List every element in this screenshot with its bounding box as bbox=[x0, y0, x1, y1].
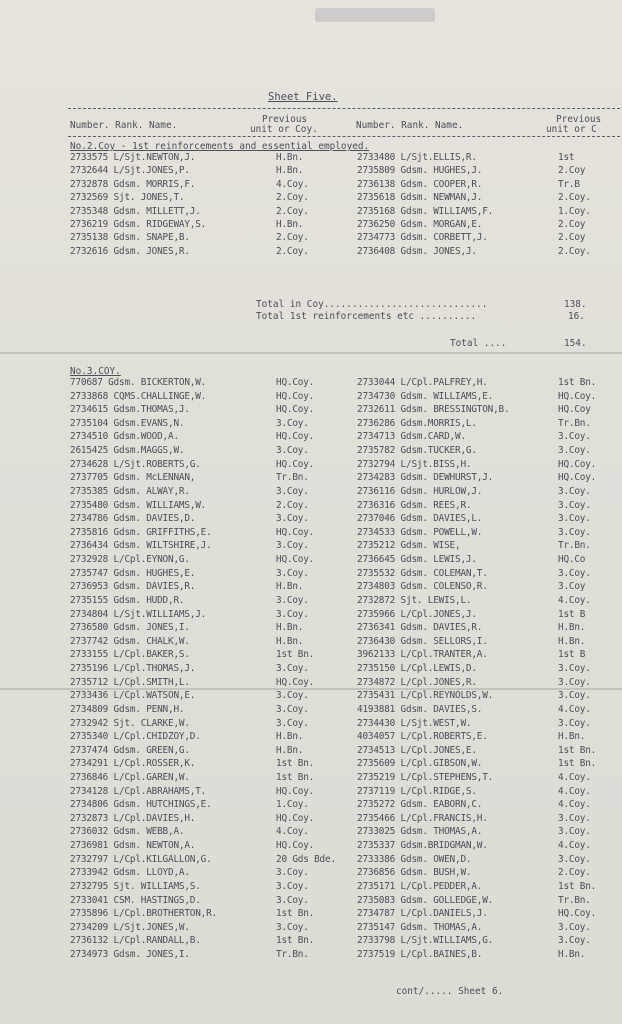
roll-entry: 2733041 CSM. HASTINGS,D. bbox=[70, 894, 201, 906]
roll-entry: 2733025 Gdsm. THOMAS,A. bbox=[357, 826, 483, 838]
roll-entry: 2737474 Gdsm. GREEN,G. bbox=[70, 744, 190, 756]
roll-entry: 2736856 Gdsm. BUSH,W. bbox=[357, 867, 472, 879]
roll-entry: 2735155 Gdsm. HUDD,R. bbox=[70, 594, 185, 606]
roll-entry: 2733386 Gdsm. OWEN,D. bbox=[357, 853, 472, 865]
roll-entry: 2734510 Gdsm.WOOD,A. bbox=[70, 431, 179, 443]
roll-entry: 2736316 Gdsm. REES,R. bbox=[357, 499, 472, 511]
roll-entry: 2734713 Gdsm.CARD,W. bbox=[357, 431, 466, 443]
previous-unit: 3.Coy. bbox=[558, 853, 591, 865]
previous-unit: Tr.Bn. bbox=[558, 540, 591, 552]
section-title-no2-coy: No.2.Coy - 1st reinforcements and essential employed. bbox=[70, 141, 370, 152]
roll-entry: 2732928 L/Cpl.EYNON,G. bbox=[70, 554, 190, 566]
paper-fold bbox=[0, 352, 622, 354]
roll-entry: 2735337 Gdsm.BRIDGMAN,W. bbox=[357, 840, 488, 852]
roll-entry: 2734809 Gdsm. PENN,H. bbox=[70, 703, 185, 715]
roll-entry: 2734773 Gdsm. CORBETT,J. bbox=[357, 232, 488, 244]
roll-entry: 2732942 Sjt. CLARKE,W. bbox=[70, 717, 190, 729]
roll-entry: 2734209 L/Sjt.JONES,W. bbox=[70, 921, 190, 933]
roll-entry: 2732569 Sjt. JONES,T. bbox=[70, 192, 185, 204]
previous-unit: 3.Coy. bbox=[558, 826, 591, 838]
previous-unit: 3.Coy. bbox=[276, 608, 309, 620]
previous-unit: 3.Coy. bbox=[558, 431, 591, 443]
roll-entry: 2734128 L/Cpl.ABRAHAMS,T. bbox=[70, 785, 207, 797]
previous-unit: 2.Coy bbox=[558, 165, 586, 177]
previous-unit: HQ.Coy bbox=[558, 404, 591, 416]
roll-entry: 2735480 Gdsm. WILLIAMS,W. bbox=[70, 499, 207, 511]
previous-unit: H.Bn. bbox=[558, 949, 586, 961]
roll-entry: 2735431 L/Cpl.REYNOLDS,W. bbox=[357, 690, 494, 702]
roll-entry: 2736116 Gdsm. HURLOW,J. bbox=[357, 485, 483, 497]
roll-entry: 2735147 Gdsm. THOMAS,A. bbox=[357, 921, 483, 933]
previous-unit: 4.Coy. bbox=[558, 771, 591, 783]
previous-unit: 1st Bn. bbox=[276, 908, 315, 920]
roll-entry: 2736032 Gdsm. WEBB,A. bbox=[70, 826, 185, 838]
roll-entry: 2737046 Gdsm. DAVIES,L. bbox=[357, 513, 483, 525]
roll-entry: 2732616 Gdsm. JONES,R. bbox=[70, 245, 190, 257]
previous-unit: 4.Coy. bbox=[276, 178, 309, 190]
roll-entry: 2735171 L/Cpl.PEDDER,A. bbox=[357, 880, 483, 892]
previous-unit: H.Bn. bbox=[276, 581, 304, 593]
previous-unit: HQ.Coy. bbox=[276, 554, 315, 566]
roll-entry: 2736580 Gdsm. JONES,I. bbox=[70, 622, 190, 634]
roll-entry: 2733044 L/Cpl.PALFREY,H. bbox=[357, 377, 488, 388]
previous-unit: HQ.Coy. bbox=[276, 390, 315, 402]
previous-unit: 2.Coy. bbox=[558, 245, 591, 257]
roll-entry: 2734513 L/Cpl.JONES,E. bbox=[357, 744, 477, 756]
roll-entry: 2735083 Gdsm. GOLLEDGE,W. bbox=[357, 894, 494, 906]
previous-unit: H.Bn. bbox=[276, 744, 304, 756]
roll-entry: 2736408 Gdsm. JONES,J. bbox=[357, 245, 477, 257]
roll-entry: 2737119 L/Cpl.RIDGE,S. bbox=[357, 785, 477, 797]
grand-total-value: 154. bbox=[564, 338, 587, 349]
roll-entry: 2735532 Gdsm. COLEMAN,T. bbox=[357, 567, 488, 579]
roll-entry: 3962133 L/Cpl.TRANTER,A. bbox=[357, 649, 488, 661]
roll-entry: 2736286 Gdsm.MORRIS,L. bbox=[357, 417, 477, 429]
roll-entry: 2737519 L/Cpl.BAINES,B. bbox=[357, 949, 483, 961]
previous-unit: 3.Coy. bbox=[558, 663, 591, 675]
previous-unit: HQ.Coy. bbox=[558, 458, 597, 470]
previous-unit: H.Bn. bbox=[558, 731, 586, 743]
previous-unit: H.Bn. bbox=[276, 152, 304, 163]
previous-unit: 2.Coy. bbox=[276, 192, 309, 204]
previous-unit: 3.Coy. bbox=[558, 567, 591, 579]
previous-unit: Tr.Bn. bbox=[276, 949, 309, 961]
roll-entry: 2734283 Gdsm. DEWHURST,J. bbox=[357, 472, 494, 484]
previous-unit: 3.Coy. bbox=[276, 880, 309, 892]
previous-unit: 2.Coy. bbox=[276, 232, 309, 244]
previous-unit: 3.Coy. bbox=[558, 676, 591, 688]
previous-unit: Tr.Bn. bbox=[558, 894, 591, 906]
roll-entry: 2733868 CQMS.CHALLINGE,W. bbox=[70, 390, 207, 402]
previous-unit: 1st bbox=[558, 152, 575, 163]
left-previous-header-2: unit or Coy. bbox=[250, 124, 318, 135]
previous-unit: 3.Coy. bbox=[276, 417, 309, 429]
roll-entry: 2733798 L/Sjt.WILLIAMS,G. bbox=[357, 935, 494, 947]
previous-unit: 2.Coy bbox=[558, 232, 586, 244]
roll-entry: 2736434 Gdsm. WILTSHIRE,J. bbox=[70, 540, 212, 552]
previous-unit: 3.Coy. bbox=[558, 499, 591, 511]
previous-unit: 3.Coy. bbox=[276, 445, 309, 457]
previous-unit: HQ.Coy. bbox=[276, 431, 315, 443]
previous-unit: 3.Coy. bbox=[276, 703, 309, 715]
previous-unit: 3.Coy. bbox=[276, 594, 309, 606]
roll-entry: 2735609 L/Cpl.GIBSON,W. bbox=[357, 758, 483, 770]
roll-entry: 2735219 L/Cpl.STEPHENS,T. bbox=[357, 771, 494, 783]
total-in-coy-label: Total in Coy............................. bbox=[256, 299, 488, 310]
previous-unit: H.Bn. bbox=[276, 219, 304, 230]
previous-unit: 3.Coy. bbox=[276, 663, 309, 675]
previous-unit: HQ.Coy. bbox=[276, 458, 315, 470]
roll-entry: 2736219 Gdsm. RIDGEWAY,S. bbox=[70, 219, 207, 230]
roll-entry: 2733155 L/Cpl.BAKER,S. bbox=[70, 649, 190, 661]
previous-unit: H.Bn. bbox=[276, 635, 304, 647]
previous-unit: 4.Coy. bbox=[558, 840, 591, 852]
previous-unit: HQ.Coy. bbox=[276, 840, 315, 852]
previous-unit: 3.Coy. bbox=[558, 921, 591, 933]
previous-unit: 3.Coy. bbox=[276, 717, 309, 729]
previous-unit: 1st Bn. bbox=[558, 744, 597, 756]
roll-entry: 2734973 Gdsm. JONES,I. bbox=[70, 949, 190, 961]
previous-unit: Tr.Bn. bbox=[558, 417, 591, 429]
roll-entry: 2735340 L/Cpl.CHIDZOY,D. bbox=[70, 731, 201, 743]
roll-entry: 2735150 L/Cpl.LEWIS,D. bbox=[357, 663, 477, 675]
header-rule-bottom bbox=[68, 136, 620, 137]
previous-unit: 4.Coy. bbox=[558, 785, 591, 797]
header-rule-top bbox=[68, 108, 620, 109]
previous-unit: 1.Coy. bbox=[276, 799, 309, 811]
previous-unit: 1st Bn. bbox=[276, 649, 315, 661]
roll-entry: 2733480 L/Sjt.ELLIS,R. bbox=[357, 152, 477, 163]
roll-entry: 2732794 L/Sjt.BISS,H. bbox=[357, 458, 472, 470]
roll-entry: 2735196 L/Cpl.THOMAS,J. bbox=[70, 663, 196, 675]
previous-unit: 1st Bn. bbox=[558, 758, 597, 770]
previous-unit: Tr.Bn. bbox=[276, 472, 309, 484]
previous-unit: 3.Coy. bbox=[276, 894, 309, 906]
previous-unit: HQ.Coy. bbox=[558, 908, 597, 920]
previous-unit: 3.Coy. bbox=[558, 812, 591, 824]
roll-entry: 2736953 Gdsm. DAVIES,R. bbox=[70, 581, 196, 593]
total-reinforcements-label: Total 1st reinforcements etc .......... bbox=[256, 311, 477, 322]
roll-entry: 2733436 L/Cpl.WATSON,E. bbox=[70, 690, 196, 702]
previous-unit: 4.Coy. bbox=[558, 594, 591, 606]
previous-unit: HQ.Coy. bbox=[558, 472, 597, 484]
roll-entry: 2736250 Gdsm. MORGAN,E. bbox=[357, 219, 483, 230]
roll-entry: 2615425 Gdsm.MAGGS,W. bbox=[70, 445, 185, 457]
continuation-note: cont/..... Sheet 6. bbox=[396, 986, 504, 997]
roll-entry: 2736981 Gdsm. NEWTON,A. bbox=[70, 840, 196, 852]
right-previous-header: Previous bbox=[556, 114, 602, 125]
previous-unit: H.Bn. bbox=[276, 731, 304, 743]
ink-smudge bbox=[315, 8, 435, 22]
roll-entry: 2735809 Gdsm. HUGHES,J. bbox=[357, 165, 483, 177]
total-in-coy-value: 138. bbox=[564, 299, 587, 310]
previous-unit: Tr.B bbox=[558, 178, 580, 190]
previous-unit: 3.Coy bbox=[558, 581, 586, 593]
previous-unit: 3.Coy. bbox=[558, 526, 591, 538]
previous-unit: HQ.Co bbox=[558, 554, 586, 566]
roll-entry: 2735272 Gdsm. EABORN,C. bbox=[357, 799, 483, 811]
roll-entry: 2735747 Gdsm. HUGHES,E. bbox=[70, 567, 196, 579]
roll-entry: 2734787 L/Cpl.DANIELS,J. bbox=[357, 908, 488, 920]
previous-unit: 3.Coy. bbox=[276, 540, 309, 552]
previous-unit: HQ.Coy. bbox=[276, 785, 315, 797]
previous-unit: 1st Bn. bbox=[276, 935, 315, 947]
previous-unit: 1st B bbox=[558, 649, 586, 661]
section-title-no3-coy: No.3.COY. bbox=[70, 366, 121, 377]
roll-entry: 2734804 L/Sjt.WILLIAMS,J. bbox=[70, 608, 207, 620]
roll-entry: 2732611 Gdsm. BRESSINGTON,B. bbox=[357, 404, 510, 416]
previous-unit: 1st Bn. bbox=[558, 880, 597, 892]
right-number-header: Number. Rank. Name. bbox=[356, 120, 464, 131]
roll-entry: 2732795 Sjt. WILLIAMS,S. bbox=[70, 880, 201, 892]
previous-unit: H.Bn. bbox=[558, 635, 586, 647]
roll-entry: 2736430 Gdsm. SELLORS,I. bbox=[357, 635, 488, 647]
roll-entry: 2734291 L/Cpl.ROSSER,K. bbox=[70, 758, 196, 770]
roll-entry: 2734730 Gdsm. WILLIAMS,E. bbox=[357, 390, 494, 402]
roll-entry: 2735618 Gdsm. NEWMAN,J. bbox=[357, 192, 483, 204]
left-number-header: Number. Rank. Name. bbox=[70, 120, 178, 131]
roll-entry: 2734628 L/Sjt.ROBERTS,G. bbox=[70, 458, 201, 470]
previous-unit: 3.Coy. bbox=[276, 690, 309, 702]
previous-unit: H.Bn. bbox=[276, 622, 304, 634]
previous-unit: 1st Bn. bbox=[276, 758, 315, 770]
roll-entry: 2735348 Gdsm. MILLETT,J. bbox=[70, 205, 201, 217]
roll-entry: 2735966 L/Cpl.JONES,J. bbox=[357, 608, 477, 620]
previous-unit: H.Bn. bbox=[276, 165, 304, 177]
roll-entry: 2735168 Gdsm. WILLIAMS,F. bbox=[357, 205, 494, 217]
left-previous-header: Previous bbox=[262, 114, 308, 125]
previous-unit: 3.Coy. bbox=[558, 717, 591, 729]
previous-unit: 3.Coy. bbox=[276, 513, 309, 525]
previous-unit: 2.Coy. bbox=[276, 499, 309, 511]
previous-unit: HQ.Coy. bbox=[276, 812, 315, 824]
roll-entry: 2737742 Gdsm. CHALK,W. bbox=[70, 635, 190, 647]
roll-entry: 2732878 Gdsm. MORRIS,F. bbox=[70, 178, 196, 190]
roll-entry: 2733942 Gdsm. LLOYD,A. bbox=[70, 867, 190, 879]
roll-entry: 2734430 L/Sjt.WEST,W. bbox=[357, 717, 472, 729]
roll-entry: 2737705 Gdsm. McLENNAN, bbox=[70, 472, 196, 484]
roll-entry: 2734786 Gdsm. DAVIES,D. bbox=[70, 513, 196, 525]
roll-entry: 2736138 Gdsm. COOPER,R. bbox=[357, 178, 483, 190]
roll-entry: 4034057 L/Cpl.ROBERTS,E. bbox=[357, 731, 488, 743]
previous-unit: 3.Coy. bbox=[276, 867, 309, 879]
roll-entry: 2735212 Gdsm. WISE, bbox=[357, 540, 461, 552]
roll-entry: 2732872 Sjt. LEWIS,L. bbox=[357, 594, 472, 606]
previous-unit: 3.Coy. bbox=[558, 690, 591, 702]
roll-entry: 2735138 Gdsm. SNAPE,B. bbox=[70, 232, 190, 244]
previous-unit: HQ.Coy. bbox=[558, 390, 597, 402]
roll-entry: 2732797 L/Cpl.KILGALLON,G. bbox=[70, 853, 212, 865]
sheet-title: Sheet Five. bbox=[268, 91, 338, 103]
previous-unit: 4.Coy. bbox=[558, 799, 591, 811]
previous-unit: 2.Coy. bbox=[558, 867, 591, 879]
previous-unit: 3.Coy. bbox=[558, 513, 591, 525]
grand-total-label: Total .... bbox=[450, 338, 507, 349]
roll-entry: 770687 Gdsm. BICKERTON,W. bbox=[70, 377, 207, 388]
previous-unit: HQ.Coy. bbox=[276, 377, 315, 388]
right-previous-header-2: unit or C bbox=[546, 124, 597, 135]
previous-unit: 3.Coy. bbox=[276, 921, 309, 933]
roll-entry: 2735712 L/Cpl.SMITH,L. bbox=[70, 676, 190, 688]
roll-entry: 2735782 Gdsm.TUCKER,G. bbox=[357, 445, 477, 457]
previous-unit: 4.Coy. bbox=[558, 703, 591, 715]
roll-entry: 2735466 L/Cpl.FRANCIS,H. bbox=[357, 812, 488, 824]
previous-unit: 3.Coy. bbox=[276, 485, 309, 497]
roll-entry: 4193881 Gdsm. DAVIES,S. bbox=[357, 703, 483, 715]
roll-entry: 2733575 L/Sjt.NEWTON,J. bbox=[70, 152, 196, 163]
roll-entry: 2736846 L/Cpl.GAREN,W. bbox=[70, 771, 190, 783]
roll-entry: 2734803 Gdsm. COLENSO,R. bbox=[357, 581, 488, 593]
previous-unit: 2.Coy. bbox=[276, 245, 309, 257]
roll-entry: 2735816 Gdsm. GRIFFITHS,E. bbox=[70, 526, 212, 538]
previous-unit: HQ.Coy. bbox=[276, 526, 315, 538]
previous-unit: 4.Coy. bbox=[276, 826, 309, 838]
roll-entry: 2736341 Gdsm. DAVIES,R. bbox=[357, 622, 483, 634]
previous-unit: 1st Bn. bbox=[276, 771, 315, 783]
previous-unit: 2.Coy bbox=[558, 219, 586, 230]
roll-entry: 2735104 Gdsm.EVANS,N. bbox=[70, 417, 185, 429]
previous-unit: 3.Coy. bbox=[558, 935, 591, 947]
previous-unit: 20 Gds Bde. bbox=[276, 853, 336, 865]
previous-unit: HQ.Coy. bbox=[276, 404, 315, 416]
roll-entry: 2734615 Gdsm.THOMAS,J. bbox=[70, 404, 190, 416]
roll-entry: 2732873 L/Cpl.DAVIES,H. bbox=[70, 812, 196, 824]
previous-unit: 2.Coy. bbox=[276, 205, 309, 217]
previous-unit: 1.Coy. bbox=[558, 205, 591, 217]
roll-entry: 2736132 L/Cpl.RANDALL,B. bbox=[70, 935, 201, 947]
total-reinforcements-value: 16. bbox=[568, 311, 585, 322]
roll-entry: 2732644 L/Sjt.JONES,P. bbox=[70, 165, 190, 177]
roll-entry: 2734872 L/Cpl.JONES,R. bbox=[357, 676, 477, 688]
previous-unit: 3.Coy. bbox=[276, 567, 309, 579]
previous-unit: 3.Coy. bbox=[558, 485, 591, 497]
roll-entry: 2735385 Gdsm. ALWAY,R. bbox=[70, 485, 190, 497]
previous-unit: 3.Coy. bbox=[558, 445, 591, 457]
previous-unit: H.Bn. bbox=[558, 622, 586, 634]
previous-unit: 1st B bbox=[558, 608, 586, 620]
roll-entry: 2734533 Gdsm. POWELL,W. bbox=[357, 526, 483, 538]
previous-unit: 1st Bn. bbox=[558, 377, 597, 388]
roll-entry: 2736645 Gdsm. LEWIS,J. bbox=[357, 554, 477, 566]
roll-entry: 2734806 Gdsm. HUTCHINGS,E. bbox=[70, 799, 212, 811]
previous-unit: HQ.Coy. bbox=[276, 676, 315, 688]
roll-entry: 2735896 L/Cpl.BROTHERTON,R. bbox=[70, 908, 217, 920]
previous-unit: 2.Coy. bbox=[558, 192, 591, 204]
